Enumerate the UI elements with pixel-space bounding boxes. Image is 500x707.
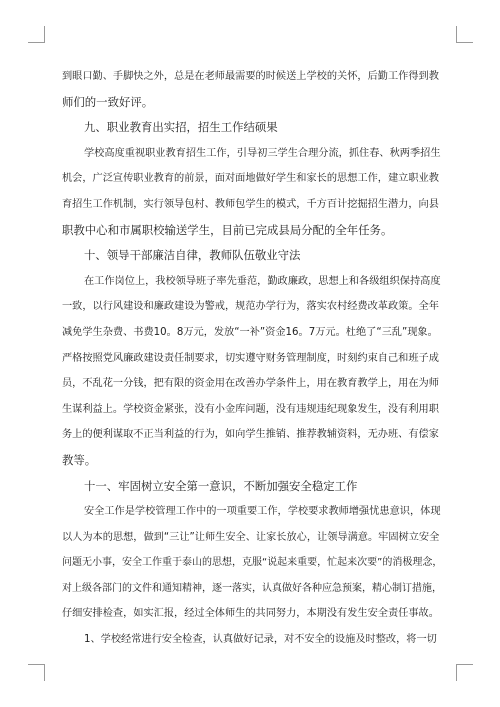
text-line: 十、领导干部廉洁自律，教师队伍敬业守法 bbox=[84, 248, 301, 263]
text-line: 安全工作是学校管理工作中的一项重要工作，学校要求教师增强忧患意识，体现 bbox=[84, 506, 441, 518]
page-corner-mark-top-left bbox=[28, 26, 45, 43]
text-line: 1、学校经常进行安全检查，认真做好记录，对不安全的设施及时整改，将一切 bbox=[84, 634, 437, 646]
text-line: 减免学生杂费、书费10。8万元，发放“一补”资金16。7万元。杜绝了“三乱”现象。 bbox=[62, 326, 438, 338]
page-corner-mark-bottom-right bbox=[456, 664, 473, 681]
page-corner-mark-bottom-left bbox=[28, 664, 45, 681]
text-line: 问题无小事，安全工作重于泰山的思想，克服“说起来重要，忙起来次要”的消极理念， bbox=[62, 557, 443, 569]
text-line: 在工作岗位上，我校领导班子率先垂范，勤政廉政，思想上和各级组织保持高度 bbox=[84, 275, 441, 287]
text-line: 员，不乱花一分钱，把有限的资金用在改善办学条件上，用在教育教学上，用在为师 bbox=[62, 378, 439, 390]
text-line: 对上级各部门的文件和通知精神，逐一落实，认真做好各种应急预案，精心制订措施， bbox=[62, 582, 442, 594]
text-line: 九、职业教育出实招，招生工作结硕果 bbox=[84, 120, 278, 135]
text-line: 教等。 bbox=[62, 452, 97, 467]
text-line: 一致，以行风建设和廉政建设为警戒，规范办学行为，落实农村经费改革政策。全年 bbox=[62, 301, 439, 313]
text-line: 十一、牢固树立安全第一意识，不断加强安全稳定工作 bbox=[84, 478, 358, 493]
text-line: 育招生工作机制，实行领导包村、教师包学生的模式，千方百计挖掘招生潜力，向县 bbox=[62, 198, 439, 210]
document-body bbox=[62, 64, 442, 653]
text-line: 生谋利益上。学校资金紧张，没有小金库问题，没有违规违纪现象发生，没有利用职 bbox=[62, 403, 439, 415]
text-line: 到眼口勤、手脚快之外，总是在老师最需要的时候送上学校的关怀，后勤工作得到教 bbox=[62, 71, 439, 82]
text-line: 职教中心和市属职校输送学生，目前已完成县局分配的全年任务。 bbox=[62, 222, 393, 237]
page-corner-mark-top-right bbox=[456, 26, 473, 43]
text-line: 机会，广泛宣传职业教育的前景，面对面地做好学生和家长的思想工作，建立职业教 bbox=[62, 173, 439, 185]
text-line: 学校高度重视职业教育招生工作，引导初三学生合理分流，抓住春、秋两季招生 bbox=[84, 147, 441, 159]
text-line: 务上的便利谋取不正当利益的行为，如向学生推销、推荐教辅资料，无办班、有偿家 bbox=[62, 429, 439, 441]
text-line: 严格按照党风廉政建设责任制要求，切实遵守财务管理制度，时刻约束自己和班子成 bbox=[62, 352, 439, 364]
text-line: 以人为本的思想，做到“三让”让师生安全、让家长放心，让领导满意。牢固树立安全 bbox=[62, 531, 440, 543]
text-line: 师们的一致好评。 bbox=[62, 94, 154, 109]
text-line: 仔细安排检查，如实汇报，经过全体师生的共同努力，本期没有发生安全责任事故。 bbox=[62, 608, 439, 620]
